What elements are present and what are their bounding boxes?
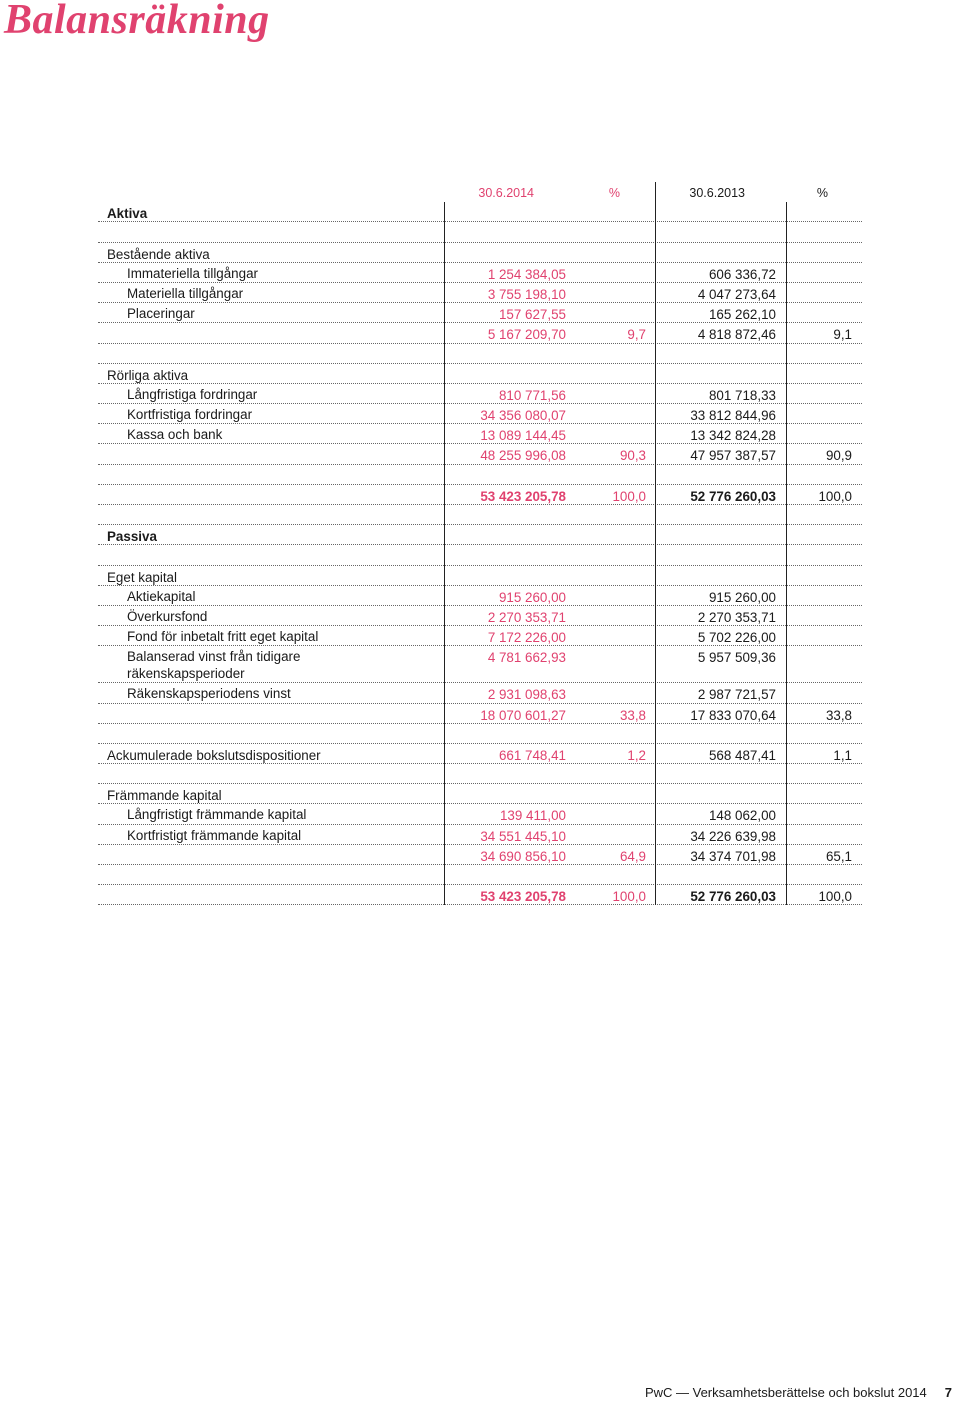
- table-row: [98, 825, 862, 845]
- percent-2013: 9,1: [833, 327, 852, 343]
- percent-2013: 65,1: [825, 848, 852, 864]
- value-2013: 47 957 387,57: [690, 448, 776, 464]
- value-2013: 606 336,72: [708, 266, 776, 282]
- table-row: [98, 586, 862, 606]
- table-row: [98, 646, 862, 683]
- row-label: Räkenskapsperiodens vinst: [127, 686, 291, 702]
- value-2014: 2 270 353,71: [487, 609, 566, 625]
- value-2014: 34 356 080,07: [480, 408, 566, 424]
- value-2013: 34 226 639,98: [690, 828, 776, 844]
- value-2013: 5 702 226,00: [697, 630, 776, 646]
- row-label: Passiva: [107, 529, 157, 545]
- percent-2014: 90,3: [619, 448, 646, 464]
- value-2013: 4 818 872,46: [697, 327, 776, 343]
- value-2013: 2 987 721,57: [697, 687, 776, 703]
- table-row: [98, 444, 862, 464]
- column-divider-2014: [444, 202, 445, 905]
- percent-2013: 100,0: [818, 488, 852, 504]
- value-2014: 915 260,00: [498, 589, 566, 605]
- value-2013: 52 776 260,03: [690, 889, 776, 905]
- table-row: [98, 323, 862, 343]
- footer-text: PwC — Verksamhetsberättelse och bokslut 2014: [644, 1385, 927, 1400]
- table-row: [98, 424, 862, 444]
- table-row: [98, 865, 862, 885]
- row-label: Materiella tillgångar: [127, 285, 244, 301]
- page-title: Balansräkning: [4, 0, 270, 43]
- value-2013: 13 342 824,28: [690, 428, 776, 444]
- table-row: [98, 606, 862, 626]
- row-label: Fond för inbetalt fritt eget kapital: [127, 629, 319, 645]
- value-2013: 52 776 260,03: [690, 488, 776, 504]
- value-2013: 33 812 844,96: [690, 408, 776, 424]
- row-label: Balanserad vinst från tidigare räkenskapsperioder: [127, 649, 301, 682]
- value-2014: 661 748,41: [498, 747, 566, 763]
- table-row: [98, 885, 862, 905]
- table-row: [98, 202, 862, 222]
- table-header: [98, 182, 862, 202]
- row-label: Aktiva: [107, 206, 148, 222]
- table-row: [98, 364, 862, 384]
- percent-2013: 1,1: [833, 747, 852, 763]
- balance-sheet-table: [98, 182, 862, 905]
- value-2014: 53 423 205,78: [480, 488, 566, 504]
- table-row: [98, 283, 862, 303]
- table-row: [98, 303, 862, 323]
- value-2013: 568 487,41: [708, 747, 776, 763]
- row-label: Långfristiga fordringar: [127, 386, 258, 402]
- table-row: [98, 804, 862, 824]
- value-2013: 34 374 701,98: [690, 848, 776, 864]
- percent-2013: 90,9: [825, 448, 852, 464]
- row-label: Ackumulerade bokslutsdispositioner: [107, 747, 321, 763]
- value-2013: 148 062,00: [708, 808, 776, 824]
- header-col-2013: 30.6.2013: [689, 186, 745, 200]
- table-row: [98, 222, 862, 242]
- row-label: Främmande kapital: [107, 788, 222, 804]
- percent-2013: 100,0: [818, 889, 852, 905]
- value-2014: 34 690 856,10: [480, 848, 566, 864]
- table-row: [98, 704, 862, 724]
- table-row: [98, 384, 862, 404]
- percent-2014: 9,7: [627, 327, 646, 343]
- value-2014: 7 172 226,00: [487, 630, 566, 646]
- page-number: 7: [944, 1385, 952, 1400]
- value-2013: 4 047 273,64: [697, 286, 776, 302]
- value-2014: 4 781 662,93: [487, 650, 566, 666]
- table-row: [98, 404, 862, 424]
- row-label: Rörliga aktiva: [107, 367, 189, 383]
- table-row: [98, 505, 862, 525]
- page-footer: [645, 1385, 952, 1400]
- row-label: Kassa och bank: [127, 427, 223, 443]
- value-2013: 915 260,00: [708, 589, 776, 605]
- header-col-pct-2013: %: [816, 186, 828, 200]
- value-2013: 801 718,33: [708, 387, 776, 403]
- table-row: [98, 764, 862, 784]
- percent-2014: 100,0: [612, 488, 646, 504]
- row-label: Immateriella tillgångar: [127, 265, 258, 281]
- value-2013: 17 833 070,64: [690, 707, 776, 723]
- row-label: Överkursfond: [127, 608, 208, 624]
- value-2014: 53 423 205,78: [480, 889, 566, 905]
- table-row: [98, 344, 862, 364]
- percent-2014: 33,8: [619, 707, 646, 723]
- percent-2014: 100,0: [612, 889, 646, 905]
- table-row: [98, 724, 862, 744]
- row-label: Kortfristiga fordringar: [127, 407, 253, 423]
- table-row: [98, 683, 862, 703]
- table-row: [98, 744, 862, 764]
- value-2014: 3 755 198,10: [487, 286, 566, 302]
- table-row: [98, 485, 862, 505]
- percent-2014: 64,9: [619, 848, 646, 864]
- value-2014: 48 255 996,08: [480, 448, 566, 464]
- table-row: [98, 845, 862, 865]
- value-2014: 2 931 098,63: [487, 687, 566, 703]
- percent-2014: 1,2: [627, 747, 646, 763]
- table-row: [98, 545, 862, 565]
- value-2013: 5 957 509,36: [697, 650, 776, 666]
- row-label: Bestående aktiva: [107, 246, 210, 262]
- value-2014: 18 070 601,27: [480, 707, 566, 723]
- row-label: Placeringar: [127, 306, 195, 322]
- table-row: [98, 465, 862, 485]
- table-row: [98, 525, 862, 545]
- row-label: Aktiekapital: [127, 588, 196, 604]
- value-2014: 5 167 209,70: [487, 327, 566, 343]
- table-row: [98, 566, 862, 586]
- header-col-pct-2014: %: [608, 186, 620, 200]
- column-divider-pct-2013: [786, 202, 787, 905]
- row-label: Kortfristigt främmande kapital: [127, 827, 302, 843]
- column-divider-2013: [655, 202, 656, 905]
- row-label: Långfristigt främmande kapital: [127, 807, 307, 823]
- value-2014: 1 254 384,05: [487, 266, 566, 282]
- table-row: [98, 626, 862, 646]
- percent-2013: 33,8: [825, 707, 852, 723]
- value-2014: 13 089 144,45: [480, 428, 566, 444]
- table-row: [98, 263, 862, 283]
- value-2014: 810 771,56: [498, 387, 566, 403]
- table-row: [98, 784, 862, 804]
- table-row: [98, 243, 862, 263]
- value-2014: 157 627,55: [498, 307, 566, 323]
- value-2014: 139 411,00: [499, 808, 566, 824]
- value-2013: 2 270 353,71: [697, 609, 776, 625]
- column-divider-pct-2014: [655, 182, 656, 202]
- value-2014: 34 551 445,10: [480, 828, 566, 844]
- row-label: Eget kapital: [107, 569, 177, 585]
- value-2013: 165 262,10: [708, 307, 776, 323]
- header-col-2014: 30.6.2014: [478, 186, 534, 200]
